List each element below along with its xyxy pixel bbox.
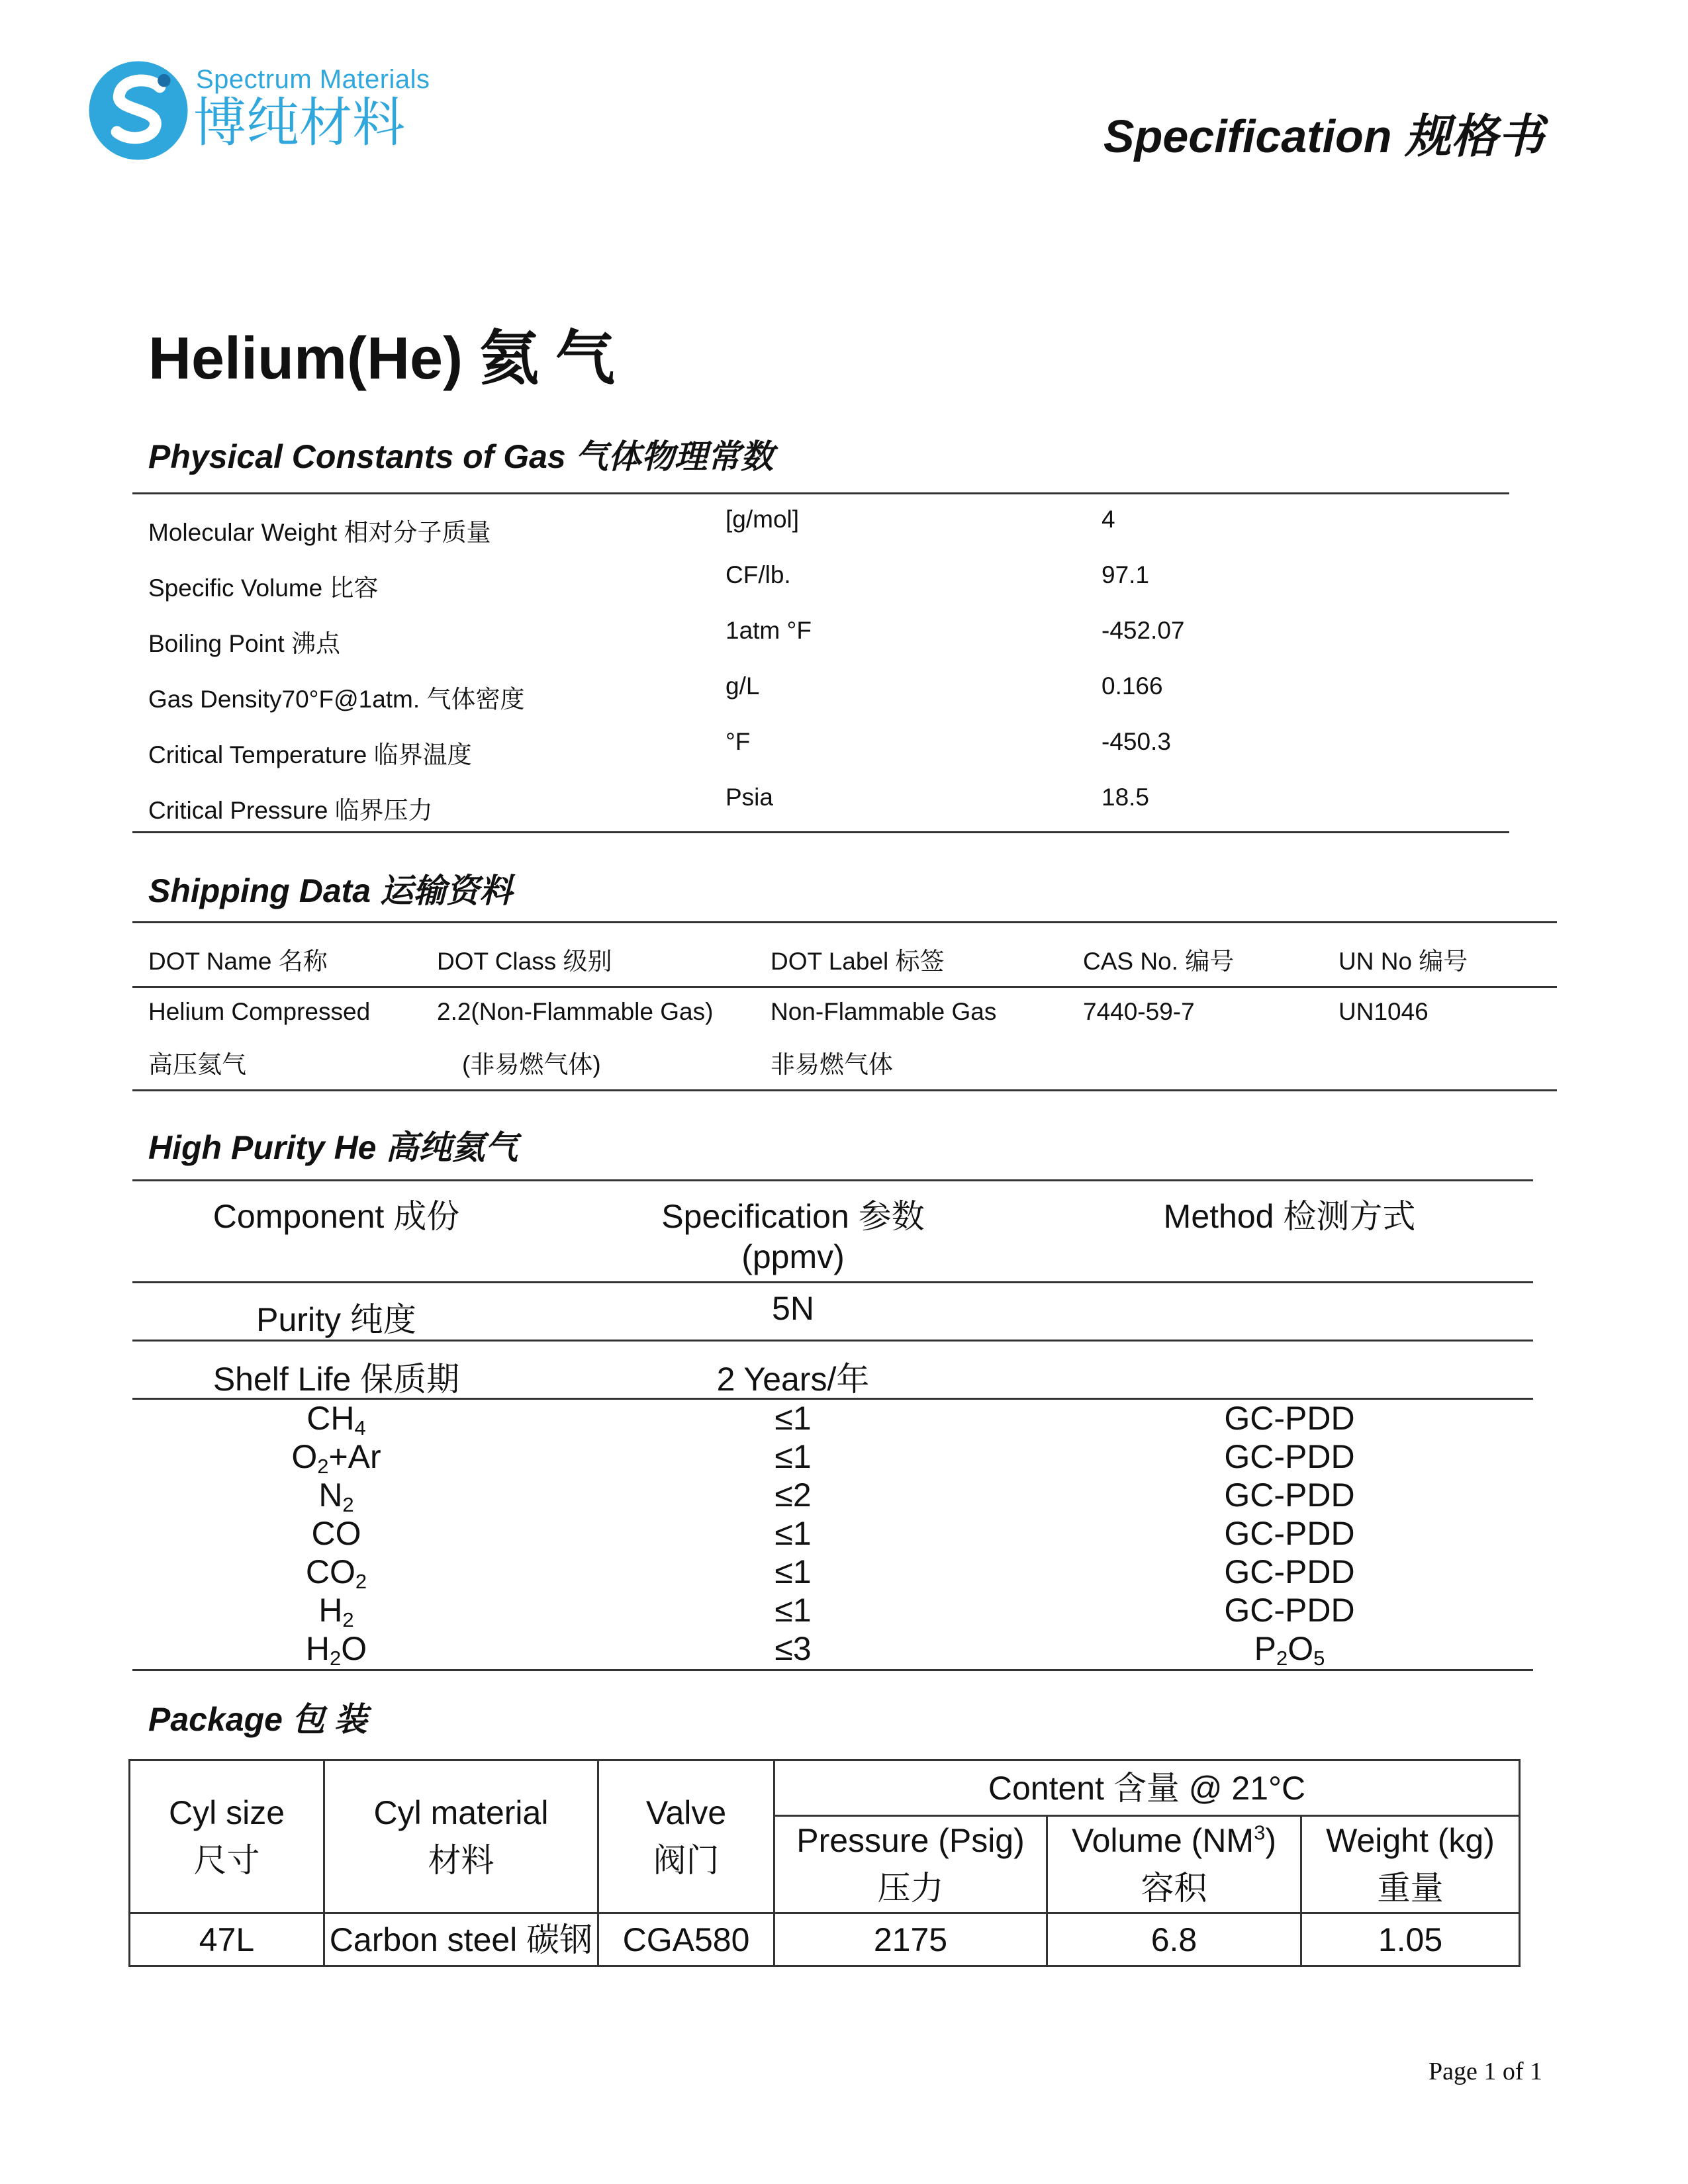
shipping-dot-class: 2.2(Non-Flammable Gas) [437, 998, 714, 1025]
pc-unit: CF/lb. [726, 561, 791, 588]
cell-weight: 1.05 [1301, 1913, 1520, 1966]
shelf-life-value: 2 Years/年 [716, 1361, 870, 1398]
impurity-component: $O_2+Ar$ [291, 1438, 381, 1478]
divider [132, 921, 1557, 923]
impurity-component: $CH_4$ [306, 1400, 366, 1439]
pc-name: Gas Density70°F@1atm. 气体密度 [148, 686, 525, 713]
divider [132, 1089, 1557, 1091]
purity-heading: High Purity He 高纯氦气 [148, 1129, 518, 1166]
cell-cyl-size: 47L [130, 1913, 324, 1966]
shipping-un-number: UN1046 [1338, 998, 1429, 1025]
purity-value: 5N [772, 1290, 814, 1327]
impurity-method: GC-PDD [1224, 1553, 1355, 1590]
divider [132, 492, 1509, 494]
header-pressure: Pressure (Psig) 压力 [774, 1816, 1047, 1913]
header-volume: Volume $(NM^3)$ 容积 [1047, 1816, 1301, 1913]
impurity-component: CO [311, 1515, 361, 1552]
col-header-component: Component 成份 [212, 1198, 460, 1235]
impurity-spec: ≤3 [774, 1630, 812, 1667]
divider [132, 1340, 1533, 1342]
header-cyl-material: Cyl material 材料 [324, 1760, 598, 1913]
impurity-method: GC-PDD [1224, 1477, 1355, 1514]
cell-pressure: 2175 [774, 1913, 1047, 1966]
pc-value: 18.5 [1102, 784, 1150, 811]
pc-value: -450.3 [1102, 728, 1171, 755]
pc-unit: [g/mol] [726, 506, 800, 533]
pc-name: Molecular Weight 相对分子质量 [148, 519, 491, 546]
pc-unit: °F [726, 728, 751, 755]
divider [132, 1281, 1533, 1283]
impurity-spec: ≤1 [774, 1400, 812, 1437]
cell-cyl-material: Carbon steel 碳钢 [324, 1913, 598, 1966]
purity-label: Purity 纯度 [256, 1301, 416, 1338]
impurity-spec: ≤1 [774, 1515, 812, 1552]
header-content: Content 含量 @ 21°C [774, 1760, 1520, 1816]
pc-name: Critical Temperature 临界温度 [148, 741, 472, 768]
shipping-dot-name-cn: 高压氦气 [148, 1051, 246, 1078]
col-header-method: Method 检测方式 [1163, 1198, 1416, 1235]
shipping-dot-label: Non-Flammable Gas [771, 998, 997, 1025]
brand-name-cn: 博纯材料 [193, 93, 405, 152]
shipping-header-label: DOT Label 标签 [771, 948, 945, 975]
brand-name-en: Spectrum Materials [196, 65, 430, 94]
package-heading: Package 包 装 [148, 1701, 367, 1738]
page-title: Helium(He) 氦 气 [148, 326, 616, 392]
impurity-spec: ≤1 [774, 1438, 812, 1475]
shipping-header-class: DOT Class 级别 [437, 948, 612, 975]
header-cyl-size: Cyl size 尺寸 [130, 1760, 324, 1913]
shelf-life-label: Shelf Life 保质期 [212, 1361, 460, 1398]
impurity-method: GC-PDD [1224, 1515, 1355, 1552]
impurity-method: GC-PDD [1224, 1592, 1355, 1629]
pc-name: Critical Pressure 临界压力 [148, 797, 433, 824]
physical-constants-heading: Physical Constants of Gas 气体物理常数 [148, 438, 774, 475]
col-header-spec-unit: (ppmv) [741, 1238, 845, 1275]
impurity-spec: ≤1 [774, 1592, 812, 1629]
pc-value: 97.1 [1102, 561, 1150, 588]
shipping-dot-name: Helium Compressed [148, 998, 371, 1025]
impurity-component: $H_2O$ [305, 1630, 367, 1670]
pc-name: Boiling Point 沸点 [148, 630, 340, 657]
impurity-spec: ≤1 [774, 1553, 812, 1590]
shipping-dot-class-cn: (非易燃气体) [462, 1051, 601, 1078]
col-header-specification: Specification 参数 [661, 1198, 925, 1235]
shipping-heading: Shipping Data 运输资料 [148, 872, 512, 909]
pc-name: Specific Volume 比容 [148, 574, 379, 602]
pc-unit: 1atm °F [726, 617, 812, 644]
divider [132, 1179, 1533, 1181]
divider [132, 1669, 1533, 1671]
cell-volume: 6.8 [1047, 1913, 1301, 1966]
shipping-header-cas: CAS No. 编号 [1083, 948, 1235, 975]
header-valve: Valve 阀门 [598, 1760, 774, 1913]
package-table [128, 1759, 1521, 1967]
document-type: Specification 规格书 [1103, 111, 1544, 162]
cell-valve: CGA580 [598, 1913, 774, 1966]
shipping-cas-number: 7440-59-7 [1083, 998, 1195, 1025]
impurity-component: $H_2$ [318, 1592, 354, 1631]
pc-value: -452.07 [1102, 617, 1185, 644]
pc-unit: Psia [726, 784, 773, 811]
pc-value: 4 [1102, 506, 1115, 533]
shipping-header-un: UN No 编号 [1338, 948, 1468, 975]
header-weight: Weight (kg) 重量 [1301, 1816, 1520, 1913]
impurity-method: GC-PDD [1224, 1438, 1355, 1475]
impurity-method: $P_2O_5$ [1254, 1630, 1325, 1670]
brand-s-logo-icon [85, 57, 192, 164]
page-number: Page 1 of 1 [1428, 2058, 1542, 2085]
divider [132, 831, 1509, 833]
shipping-header-name: DOT Name 名称 [148, 948, 328, 975]
shipping-dot-label-cn: 非易燃气体 [771, 1051, 893, 1078]
impurity-spec: ≤2 [774, 1477, 812, 1514]
pc-unit: g/L [726, 672, 760, 700]
impurity-method: GC-PDD [1224, 1400, 1355, 1437]
divider [132, 986, 1557, 988]
impurity-component: $N_2$ [318, 1477, 354, 1516]
impurity-component: $CO_2$ [305, 1553, 367, 1593]
pc-value: 0.166 [1102, 672, 1163, 700]
